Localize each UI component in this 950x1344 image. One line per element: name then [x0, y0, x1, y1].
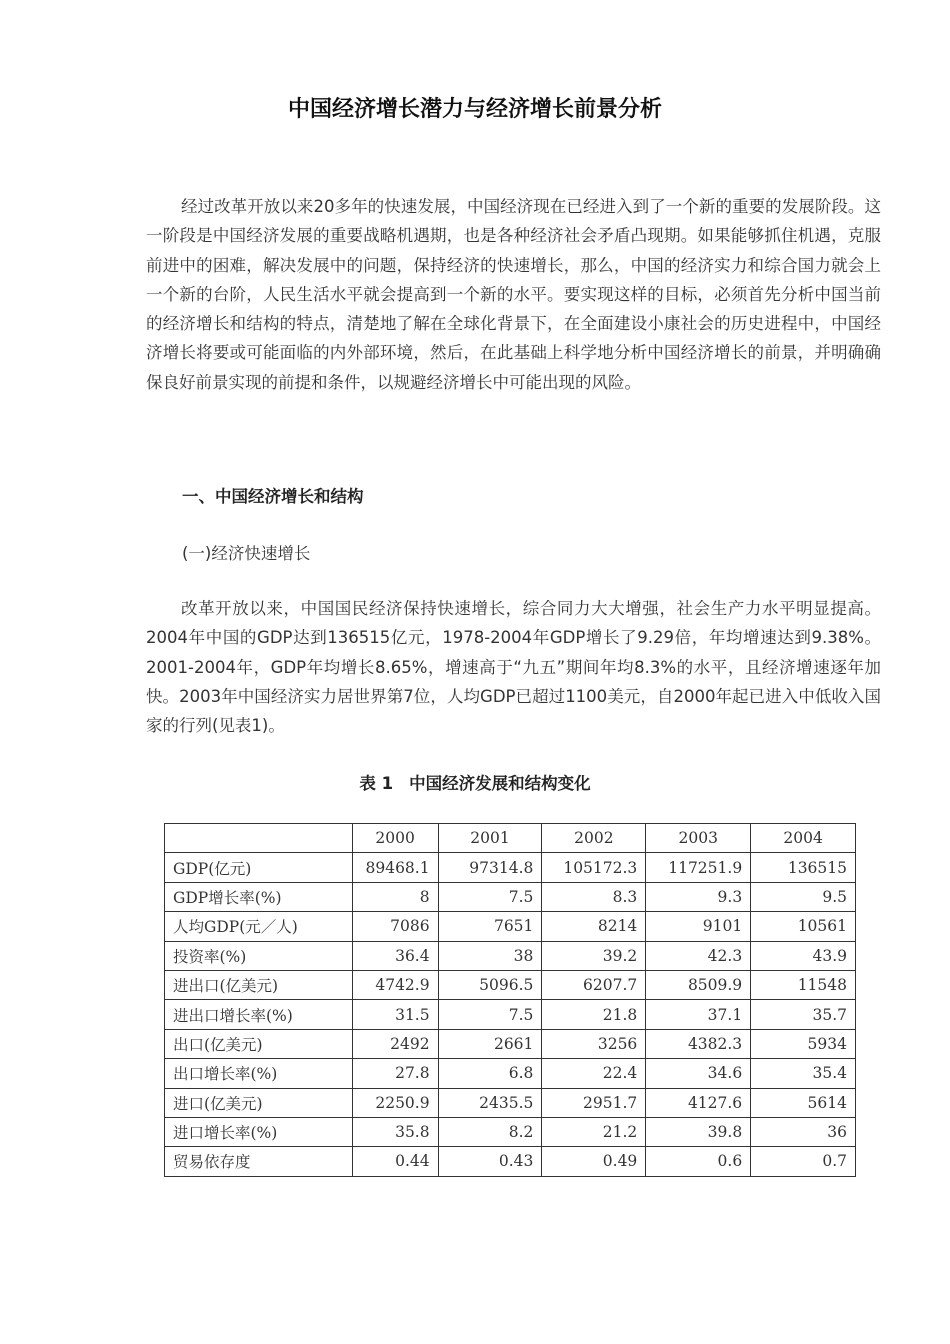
table-cell: 3256: [542, 1029, 646, 1058]
table-cell: 36.4: [352, 941, 438, 970]
row-label: 进口增长率(%): [165, 1117, 353, 1146]
table-cell: 117251.9: [646, 853, 751, 882]
table-cell: 2951.7: [542, 1088, 646, 1117]
table-cell: 8.2: [438, 1117, 542, 1146]
row-label: 出口(亿美元): [165, 1029, 353, 1058]
table-row: [165, 1000, 856, 1029]
table-cell: 105172.3: [542, 853, 646, 882]
table-row: [165, 1029, 856, 1058]
table-caption-text: 中国经济发展和结构变化: [409, 774, 591, 793]
table-cell: 4742.9: [352, 970, 438, 999]
table-cell: 27.8: [352, 1059, 438, 1088]
table-cell: 8.3: [542, 882, 646, 911]
table-cell: 39.2: [542, 941, 646, 970]
table-header-cell: 2000: [352, 824, 438, 853]
row-label: 进出口(亿美元): [165, 970, 353, 999]
row-label: GDP增长率(%): [165, 882, 353, 911]
table-cell: 7651: [438, 912, 542, 941]
table-cell: 5934: [751, 1029, 856, 1058]
table-cell: 136515: [751, 853, 856, 882]
table-cell: 0.6: [646, 1147, 751, 1176]
table-cell: 38: [438, 941, 542, 970]
table-cell: 35.7: [751, 1000, 856, 1029]
row-label: 贸易依存度: [165, 1147, 353, 1176]
table-cell: 9.3: [646, 882, 751, 911]
table-cell: 2435.5: [438, 1088, 542, 1117]
table-cell: 7.5: [438, 882, 542, 911]
table-cell: 4127.6: [646, 1088, 751, 1117]
table-row: [165, 970, 856, 999]
table-cell: 35.8: [352, 1117, 438, 1146]
table-cell: 22.4: [542, 1059, 646, 1088]
table-header-cell: 2002: [542, 824, 646, 853]
table-row: [165, 1059, 856, 1088]
row-label: 出口增长率(%): [165, 1059, 353, 1088]
table-cell: 34.6: [646, 1059, 751, 1088]
table-cell: 8: [352, 882, 438, 911]
table-cell: 89468.1: [352, 853, 438, 882]
body-paragraph: 改革开放以来，中国国民经济保持快速增长，综合同力大大增强，社会生产力水平明显提高。2004年中国的GDP达到136515亿元，1978-2004年GDP增长了9.29倍，年均增速达到9.38%。2001-2004年，GDP年均增长8.65%，增速高于“九五”期间年均8.3%的水平，且经济增速逐年加快。2003年中国经济实力居世界第7位，人均GDP已超过1100美元，自2000年起已进入中低收入国家的行列(见表1)。: [146, 599, 881, 736]
subsection-heading: (一)经济快速增长: [182, 544, 311, 563]
table-cell: 11548: [751, 970, 856, 999]
table-cell: 9101: [646, 912, 751, 941]
table-header-cell: 2003: [646, 824, 751, 853]
row-label: GDP(亿元): [165, 853, 353, 882]
table-cell: 4382.3: [646, 1029, 751, 1058]
table-row: [165, 912, 856, 941]
table-cell: 8509.9: [646, 970, 751, 999]
row-label: 进出口增长率(%): [165, 1000, 353, 1029]
table-cell: 42.3: [646, 941, 751, 970]
table-cell: 2661: [438, 1029, 542, 1058]
table-cell: 36: [751, 1117, 856, 1146]
table-cell: 9.5: [751, 882, 856, 911]
table-cell: 2492: [352, 1029, 438, 1058]
table-cell: 21.8: [542, 1000, 646, 1029]
table-caption-number: 表 1: [359, 774, 394, 793]
table-cell: 0.43: [438, 1147, 542, 1176]
table-header-cell: 2004: [751, 824, 856, 853]
table-cell: 35.4: [751, 1059, 856, 1088]
table-cell: 97314.8: [438, 853, 542, 882]
table-cell: 5096.5: [438, 970, 542, 999]
table-header-cell: [165, 824, 353, 853]
table-cell: 31.5: [352, 1000, 438, 1029]
table-row: [165, 882, 856, 911]
table-cell: 2250.9: [352, 1088, 438, 1117]
table-cell: 10561: [751, 912, 856, 941]
table-body: [165, 853, 856, 1176]
table-row: [165, 853, 856, 882]
table-row: [165, 1147, 856, 1176]
table-cell: 7086: [352, 912, 438, 941]
economic-data-table: [164, 823, 856, 1177]
section-heading: 一、中国经济增长和结构: [182, 487, 364, 506]
table-header-cell: 2001: [438, 824, 542, 853]
table-cell: 0.44: [352, 1147, 438, 1176]
table-cell: 39.8: [646, 1117, 751, 1146]
table-cell: 8214: [542, 912, 646, 941]
intro-paragraph: 经过改革开放以来20多年的快速发展，中国经济现在已经进入到了一个新的重要的发展阶段。这一阶段是中国经济发展的重要战略机遇期，也是各种经济社会矛盾凸现期。如果能够抓住机遇，克服前进中的困难，解决发展中的问题，保持经济的快速增长，那么，中国的经济实力和综合国力就会上一个新的台阶，人民生活水平就会提高到一个新的水平。要实现这样的目标，必须首先分析中国当前的经济增长和结构的特点，清楚地了解在全球化背景下，在全面建设小康社会的历史进程中，中国经济增长将要或可能面临的内外部环境，然后，在此基础上科学地分析中国经济增长的前景，并明确确保良好前景实现的前提和条件，以规避经济增长中可能出现的风险。: [146, 197, 881, 392]
table-caption: [0, 770, 950, 794]
table-row: [165, 1117, 856, 1146]
table-cell: 6.8: [438, 1059, 542, 1088]
table-cell: 21.2: [542, 1117, 646, 1146]
table-cell: 5614: [751, 1088, 856, 1117]
row-label: 人均GDP(元／人): [165, 912, 353, 941]
row-label: 进口(亿美元): [165, 1088, 353, 1117]
table-cell: 0.49: [542, 1147, 646, 1176]
document-title: 中国经济增长潜力与经济增长前景分析: [287, 97, 662, 122]
table-row: [165, 941, 856, 970]
table-cell: 7.5: [438, 1000, 542, 1029]
table-cell: 43.9: [751, 941, 856, 970]
row-label: 投资率(%): [165, 941, 353, 970]
table-cell: 37.1: [646, 1000, 751, 1029]
table-cell: 0.7: [751, 1147, 856, 1176]
table-cell: 6207.7: [542, 970, 646, 999]
table-row: [165, 1088, 856, 1117]
table-header-row: [165, 824, 856, 853]
